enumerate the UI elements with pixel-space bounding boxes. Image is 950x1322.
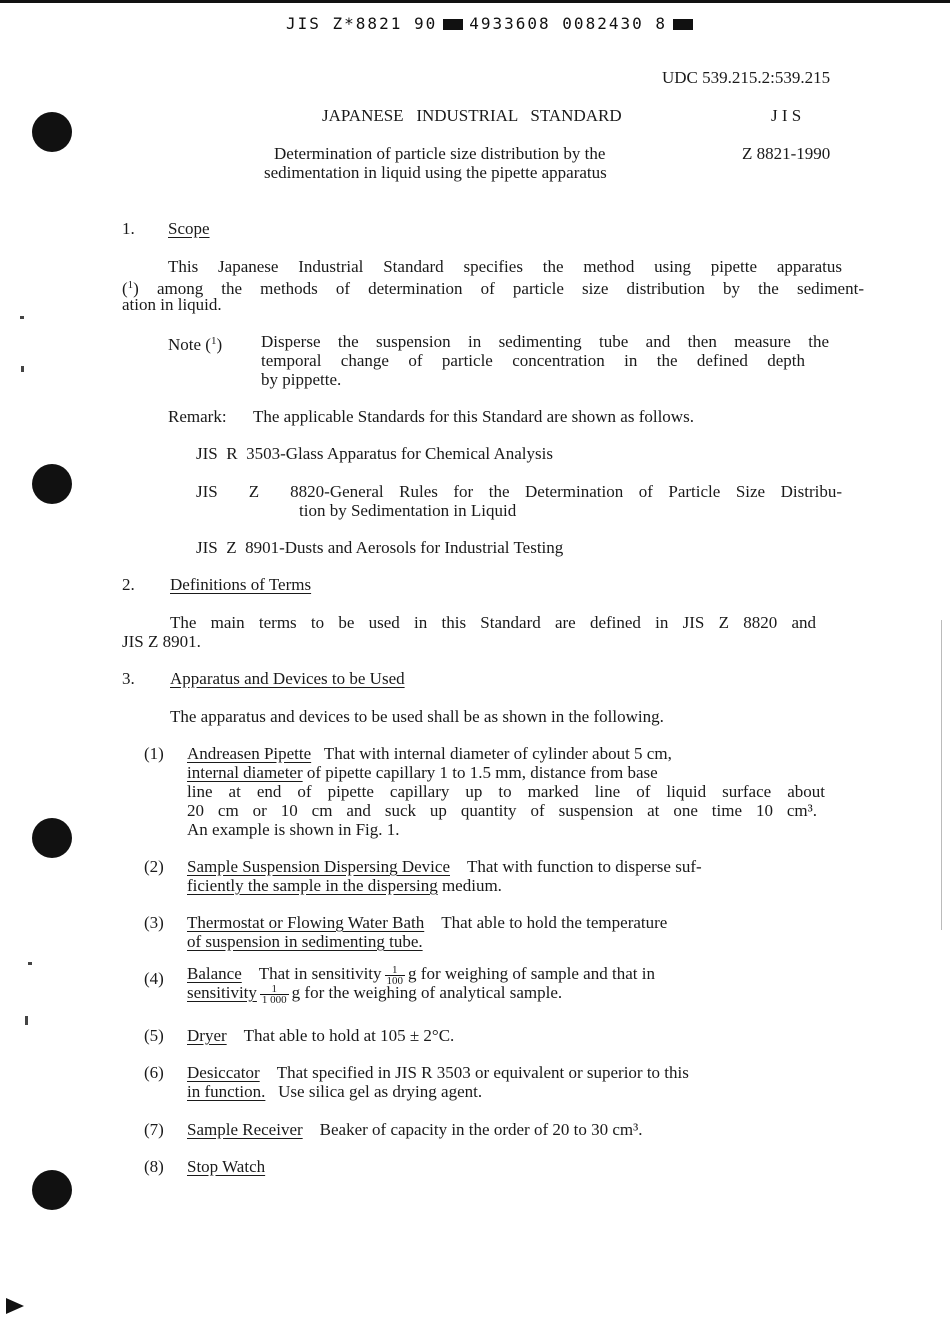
item-7-line-1: Sample Receiver Beaker of capacity in the order of 20 to 30 cm³. (187, 1120, 643, 1139)
section-1-number: 1. (122, 219, 135, 238)
fraction-1-1000: $\frac{1}{1 000}$ (261, 982, 287, 1006)
section-2-line-2: JIS Z 8901. (122, 632, 201, 651)
section-3-number: 3. (122, 669, 135, 688)
note-line-1: Disperse the suspension in sedimenting tube and then measure the (261, 332, 829, 351)
remark-text: The applicable Standards for this Standard are shown as follows. (253, 407, 694, 426)
item-3-line-2: of suspension in sedimenting tube. (187, 932, 423, 951)
scope-para-line-2: ($^1$) among the methods of determination of particle size distribution by the sediment- (122, 279, 864, 298)
speck (25, 1016, 28, 1025)
section-2-title: Definitions of Terms (170, 575, 312, 594)
speck (28, 962, 32, 965)
standard-title: JAPANESE INDUSTRIAL STANDARD (322, 106, 622, 125)
item-8-number: (8) (144, 1157, 164, 1176)
remark-label: Remark: (168, 407, 227, 426)
section-1-title: Scope (168, 219, 210, 238)
item-3-line-1: Thermostat or Flowing Water Bath That able to hold the temperature (187, 913, 668, 932)
item-6-line-2: in function. Use silica gel as drying agent. (187, 1082, 483, 1101)
item-4-line-2: sensitivity $\frac{1}{1 000}$ g for the weighing of analytical sample. (187, 982, 563, 1006)
punch-hole-4 (32, 1170, 72, 1210)
fraction-1-100: $\frac{1}{100}$ (386, 963, 404, 987)
item-5-name: Dryer (187, 1026, 227, 1045)
item-5-number: (5) (144, 1026, 164, 1045)
doc-number: Z 8821-1990 (742, 144, 831, 163)
header-code-mid: 4933608 0082430 8 (469, 14, 667, 33)
jis-label: J I S (771, 106, 802, 125)
black-block-2 (673, 19, 693, 30)
item-7-name: Sample Receiver (187, 1120, 303, 1139)
item-1-line-3: line at end of pipette capillary up to marked line of liquid surface about (187, 782, 825, 801)
item-2-name: Sample Suspension Dispersing Device (187, 857, 450, 876)
item-1-line-1: Andreasen Pipette That with internal diameter of cylinder about 5 cm, (187, 744, 672, 763)
ref-jis-z-8820-cont: tion by Sedimentation in Liquid (299, 501, 517, 520)
section-2-line-1: The main terms to be used in this Standard are defined in JIS Z 8820 and (170, 613, 816, 632)
doc-title-line-2: sedimentation in liquid using the pipette apparatus (264, 163, 607, 182)
note-line-3: by pippette. (261, 370, 342, 389)
item-8-line-1 (187, 1157, 265, 1176)
item-4-name: Balance (187, 964, 242, 983)
item-1-line-5: An example is shown in Fig. 1. (187, 820, 400, 839)
note-label: Note ($^1$) (168, 335, 223, 354)
item-1-line-2: internal diameter of pipette capillary 1 to 1.5 mm, distance from base (187, 763, 658, 782)
item-2-number: (2) (144, 857, 164, 876)
scope-para-line-3: ation in liquid. (122, 295, 222, 314)
header-code-left: JIS Z*8821 90 (286, 14, 438, 33)
black-block-1 (443, 19, 463, 30)
header-code-line (286, 14, 699, 33)
section-3-intro: The apparatus and devices to be used shall be as shown in the following. (170, 707, 664, 726)
section-3-title: Apparatus and Devices to be Used (170, 669, 405, 688)
item-1-name: Andreasen Pipette (187, 744, 312, 763)
item-4-number: (4) (144, 969, 164, 988)
footnote-ref: 1 (127, 279, 134, 291)
punch-hole-2 (32, 464, 72, 504)
item-5-line-1: Dryer That able to hold at 105 ± 2°C. (187, 1026, 455, 1045)
item-8-name: Stop Watch (187, 1157, 266, 1176)
top-border-line (0, 0, 950, 3)
speck (20, 316, 24, 319)
corner-marker (6, 1298, 24, 1314)
item-3-name: Thermostat or Flowing Water Bath (187, 913, 425, 932)
ref-jis-r-3503: JIS R 3503-Glass Apparatus for Chemical Analysis (196, 444, 553, 463)
note-line-2: temporal change of particle concentration in the defined depth (261, 351, 805, 370)
item-2-line-1: Sample Suspension Dispersing Device That with function to disperse suf- (187, 857, 702, 876)
item-6-number: (6) (144, 1063, 164, 1082)
item-3-number: (3) (144, 913, 164, 932)
item-1-line-4: 20 cm or 10 cm and suck up quantity of suspension at one time 10 cm³. (187, 801, 817, 820)
item-6-name: Desiccator (187, 1063, 260, 1082)
item-4-line-1: Balance That in sensitivity $\frac{1}{100}$ g for weighing of sample and that in (187, 963, 655, 987)
item-1-number: (1) (144, 744, 164, 763)
scope-para-line-1: This Japanese Industrial Standard specifies the method using pipette apparatus (168, 257, 842, 276)
page-edge-line (941, 620, 942, 930)
udc-number: UDC 539.215.2:539.215 (662, 68, 831, 87)
punch-hole-3 (32, 818, 72, 858)
doc-title-line-1: Determination of particle size distribution by the (274, 144, 606, 163)
item-6-line-1: Desiccator That specified in JIS R 3503 or equivalent or superior to this (187, 1063, 689, 1082)
ref-jis-z-8901: JIS Z 8901-Dusts and Aerosols for Industrial Testing (196, 538, 564, 557)
item-2-line-2: ficiently the sample in the dispersing medium. (187, 876, 502, 895)
ref-jis-z-8820: JIS Z 8820-General Rules for the Determination of Particle Size Distribu- (196, 482, 842, 501)
item-7-number: (7) (144, 1120, 164, 1139)
punch-hole-1 (32, 112, 72, 152)
section-2-number: 2. (122, 575, 135, 594)
speck (21, 366, 24, 372)
